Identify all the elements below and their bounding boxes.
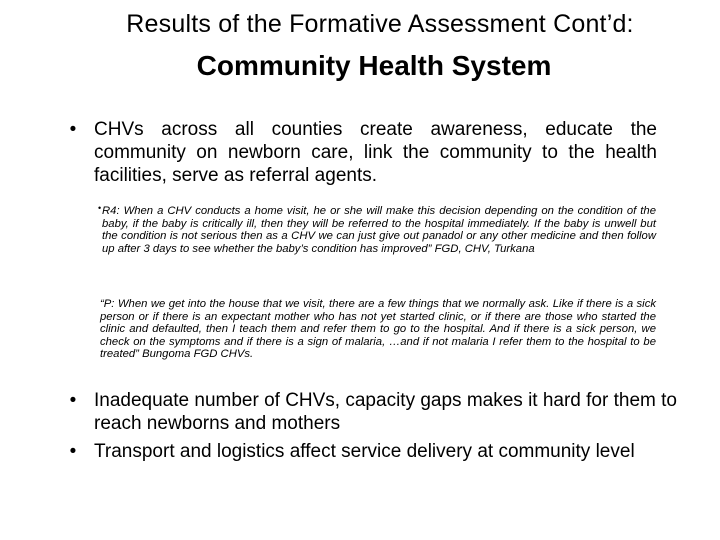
bullet-item (69, 118, 657, 187)
sub-bullet-dot-icon: • (98, 203, 102, 213)
quote-text: R4: When a CHV conducts a home visit, he or she will make this decision depending on the condition of the baby, if the baby is critically ill, then they will be referred to the hospital immediately. If the baby is unwell but the condition is not serious then as a CHV we can just give out panadol or any other medicine and then follow up after 3 days to see whether the baby’s condition has improved” FGD, CHV, Turkana (102, 205, 656, 255)
slide-title: Results of the Formative Assessment Cont’d: (126, 10, 634, 38)
bullet-dot-icon: • (69, 119, 77, 140)
bullet-item (69, 440, 694, 463)
slide-subtitle: Community Health System (196, 50, 552, 81)
bullet-item (69, 389, 694, 435)
bullet-dot-icon: • (69, 390, 77, 411)
bullet-text: Inadequate number of CHVs, capacity gaps makes it hard for them to reach newborns and mothers (94, 390, 677, 434)
quote-text: “P: When we get into the house that we visit, there are a few things that we normally ask. Like if there is a sick person or if there is an expectant mother who has not yet started clinic, or if there are those who started the clinic and defaulted, then I teach them and refer them to go to the hospital. And if there is a sick person, we check on the symptoms and if there is a sign of malaria, …and if not malaria I refer them to the hospital to be treated” Bungoma FGD CHVs. (100, 298, 656, 361)
bullet-dot-icon: • (69, 441, 77, 462)
quote-block (100, 298, 656, 361)
quote-block (98, 203, 656, 255)
bullet-text: CHVs across all counties create awareness, educate the community on newborn care, link the community to the health facilities, serve as referral agents. (94, 119, 657, 186)
bullet-text: Transport and logistics affect service delivery at community level (94, 441, 635, 462)
